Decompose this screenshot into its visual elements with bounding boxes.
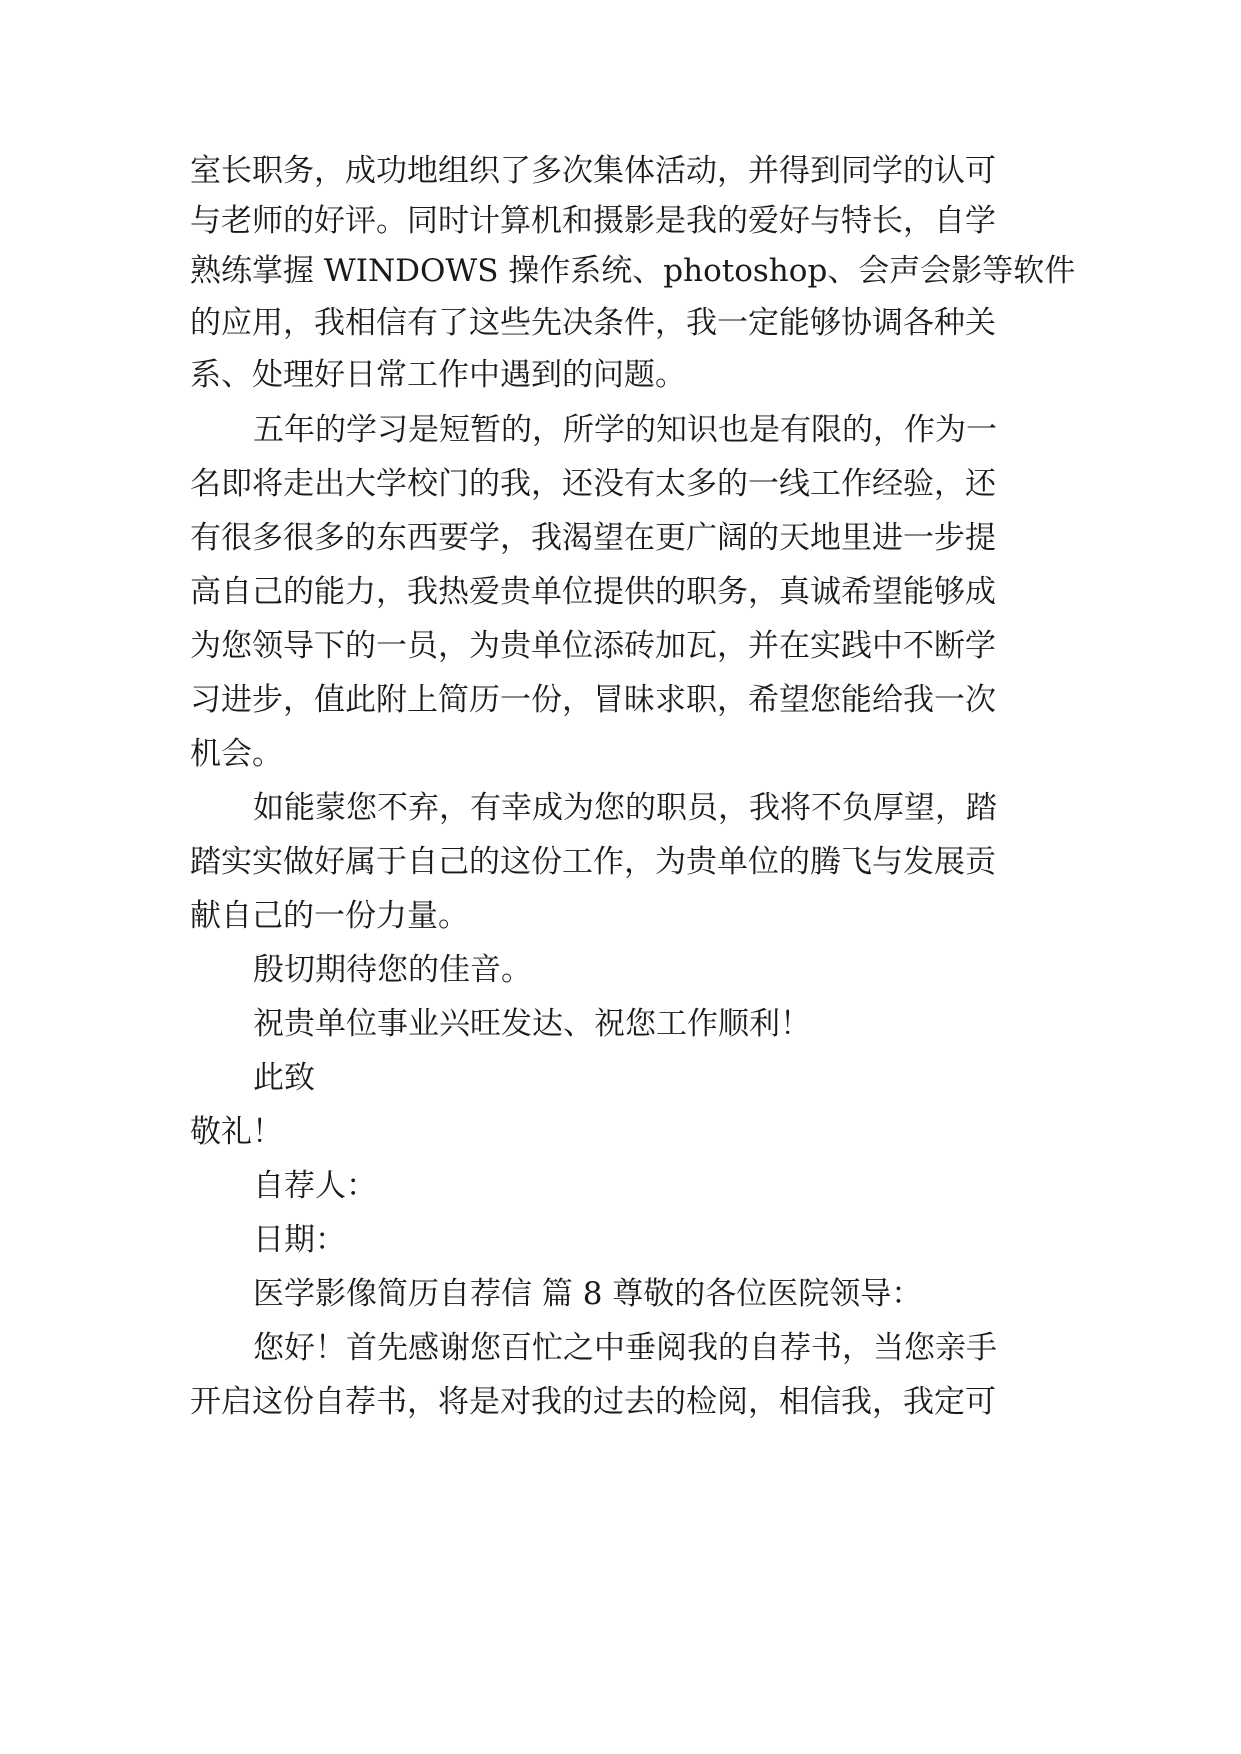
text-line: 机会。 bbox=[190, 736, 283, 772]
text-line: 开启这份自荐书，将是对我的过去的检阅，相信我，我定可 bbox=[190, 1384, 996, 1420]
date-label: 日期： bbox=[253, 1222, 346, 1258]
text-line: 与老师的好评。同时计算机和摄影是我的爱好与特长，自学 bbox=[190, 203, 996, 239]
text-line: 的应用，我相信有了这些先决条件，我一定能够协调各种关 bbox=[190, 305, 996, 341]
closing-line: 殷切期待您的佳音。 bbox=[253, 952, 532, 988]
paragraph-first-line: 五年的学习是短暂的，所学的知识也是有限的，作为一 bbox=[253, 412, 997, 448]
text-line: 为您领导下的一员，为贵单位添砖加瓦，并在实践中不断学 bbox=[190, 628, 996, 664]
text-line: 熟练掌握 WINDOWS 操作系统、photoshop、会声会影等软件 bbox=[190, 253, 1076, 289]
text-line: 系、处理好日常工作中遇到的问题。 bbox=[190, 357, 686, 393]
section-heading: 医学影像简历自荐信 篇 8 尊敬的各位医院领导： bbox=[253, 1276, 923, 1312]
salutation-ci-zhi: 此致 bbox=[253, 1060, 315, 1096]
paragraph-first-line: 如能蒙您不弃，有幸成为您的职员，我将不负厚望，踏 bbox=[253, 790, 997, 826]
text-line: 踏实实做好属于自己的这份工作，为贵单位的腾飞与发展贡 bbox=[190, 844, 996, 880]
text-line: 有很多很多的东西要学，我渴望在更广阔的天地里进一步提 bbox=[190, 520, 996, 556]
text-line: 名即将走出大学校门的我，还没有太多的一线工作经验，还 bbox=[190, 466, 996, 502]
salutation-jing-li: 敬礼！ bbox=[190, 1114, 283, 1150]
paragraph-first-line: 您好！首先感谢您百忙之中垂阅我的自荐书，当您亲手 bbox=[253, 1330, 997, 1366]
text-line: 高自己的能力，我热爱贵单位提供的职务，真诚希望能够成 bbox=[190, 574, 996, 610]
text-line: 习进步，值此附上简历一份，冒昧求职，希望您能给我一次 bbox=[190, 682, 996, 718]
text-line: 室长职务，成功地组织了多次集体活动，并得到同学的认可 bbox=[190, 153, 996, 189]
closing-line: 祝贵单位事业兴旺发达、祝您工作顺利！ bbox=[253, 1006, 811, 1042]
signature-label: 自荐人： bbox=[253, 1168, 377, 1204]
text-line: 献自己的一份力量。 bbox=[190, 898, 469, 934]
